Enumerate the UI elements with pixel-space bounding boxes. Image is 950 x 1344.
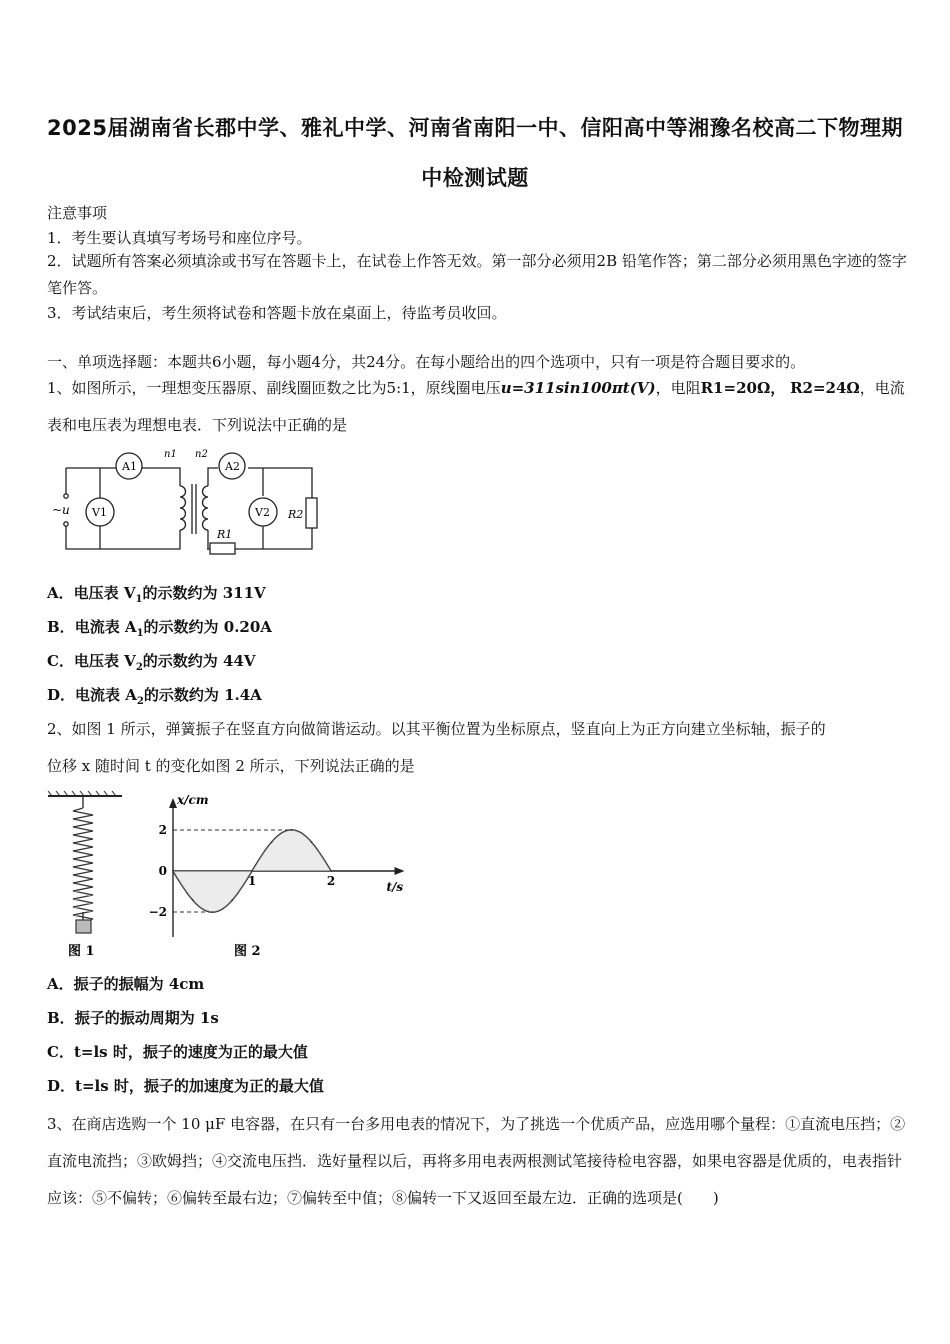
data-point [310, 841, 312, 843]
q1-stem-text-b: ，电阻 [655, 379, 701, 397]
page-title: 2025届湖南省长郡中学、雅礼中学、河南省南阳一中、信阳高中等湘豫名校高二下物理期 [47, 116, 903, 140]
y-axis-arrow [169, 798, 177, 808]
q1-stem-line1 [47, 377, 905, 398]
notice-heading: 注意事项 [47, 204, 108, 222]
option-letter: D． [47, 1077, 76, 1095]
x-tick-label: 2 [326, 874, 336, 888]
q2-option-a[interactable] [47, 973, 204, 994]
v1-label: V1 [92, 506, 107, 519]
option-letter: A． [47, 584, 74, 602]
option-letter: C． [47, 1043, 74, 1061]
option-letter: D． [47, 686, 76, 704]
q1-circuit-figure [50, 446, 330, 558]
x-axis-arrow [395, 867, 405, 875]
n1-label: n1 [164, 449, 177, 460]
fig2-label: 图 2 [234, 944, 261, 959]
notice-item-2: 2．试题所有答案必须填涂或书写在答题卡上，在试卷上作答无效。第一部分必须用2B 铅笔作答；第二部分必须用黑色字迹的签字笔作答。 [47, 252, 907, 297]
spring-figure [46, 790, 126, 962]
q2-option-d[interactable] [47, 1075, 324, 1096]
data-point [330, 870, 332, 872]
q2-stem-line1: 2、如图 1 所示，弹簧振子在竖直方向做简谐运动。以其平衡位置为坐标原点，竖直向上为正方向建立坐标轴，振子的 [47, 720, 826, 738]
x-tick-label: 1 [247, 874, 257, 888]
x-axis-label: t/s [386, 880, 404, 894]
data-point [271, 841, 273, 843]
n2-label: n2 [195, 449, 208, 460]
option-letter: B． [47, 1009, 75, 1027]
data-point [192, 899, 194, 901]
fig1-label: 图 1 [68, 944, 95, 959]
option-text: 电流表 A [75, 686, 137, 704]
option-text: t=ls 时，振子的速度为正的最大值 [73, 1043, 308, 1061]
q2-option-c[interactable] [47, 1041, 308, 1062]
q1-option-d[interactable] [47, 684, 262, 707]
data-point [212, 911, 214, 913]
option-text-post: 的示数约为 311V [142, 584, 266, 602]
q1-r1-value: R1=20Ω， [700, 379, 786, 397]
q1-r2-value: R2=24Ω [790, 379, 860, 397]
option-letter: A． [47, 975, 74, 993]
y-axis-label: x/cm [177, 793, 209, 807]
data-point [251, 870, 253, 872]
q1-stem-line2: 表和电压表为理想电表．下列说法中正确的是 [47, 416, 348, 434]
q2-stem-line2: 位移 x 随时间 t 的变化如图 2 所示，下列说法正确的是 [47, 757, 415, 775]
data-point [291, 829, 293, 831]
option-text: 振子的振动周期为 1s [74, 1009, 219, 1027]
option-sub: 2 [136, 696, 144, 707]
a2-label: A2 [225, 460, 240, 473]
q1-option-b[interactable] [47, 616, 272, 639]
data-point [231, 899, 233, 901]
q1-option-c[interactable] [47, 650, 256, 673]
q2-option-b[interactable] [47, 1007, 219, 1028]
option-text: t=ls 时，振子的加速度为正的最大值 [75, 1077, 324, 1095]
r2-label: R2 [288, 508, 304, 521]
section-heading: 一、单项选择题：本题共6小题，每小题4分，共24分。在每小题给出的四个选项中，只有一项是符合题目要求的。 [47, 353, 806, 371]
a1-label: A1 [122, 460, 137, 473]
option-text: 电压表 V [73, 652, 136, 670]
xt-chart [148, 790, 404, 962]
q1-stem-text: 1、如图所示，一理想变压器原、副线圈匝数之比为5:1，原线圈电压 [47, 379, 501, 397]
page-title-line2: 中检测试题 [421, 166, 529, 190]
v2-label: V2 [255, 506, 270, 519]
q1-voltage-expr: u=311sin100πt(V) [500, 379, 656, 397]
option-letter: B． [47, 618, 75, 636]
q1-option-a[interactable] [47, 582, 266, 605]
option-letter: C． [47, 652, 74, 670]
y-tick-label: 0 [158, 864, 167, 878]
q3-stem: 3、在商店选购一个 10 μF 电容器，在只有一台多用电表的情况下，为了挑选一个优质产品，应选用哪个量程：①直流电压挡；②直流电流挡；③欧姆挡；④交流电压挡．选好量程以后，再将多用电表两根测试笔接待检电容器，如果电容器是优质的，电表指针应该：⑤不偏转；⑥偏转至最右边；⑦偏转至中值；⑧偏转一下又返回至最左边．正确的选项是( ) [47, 1115, 906, 1207]
source-label: ~u [52, 503, 70, 517]
option-text: 电压表 V [73, 584, 136, 602]
option-sub: 1 [135, 594, 143, 605]
option-sub: 1 [136, 628, 144, 639]
option-text-post: 的示数约为 1.4A [143, 686, 262, 704]
notice-item-1: 1．考生要认真填写考场号和座位序号。 [47, 229, 312, 247]
option-text-post: 的示数约为 0.20A [143, 618, 272, 636]
option-text: 电流表 A [74, 618, 137, 636]
y-tick-label: 2 [158, 823, 167, 837]
option-text-post: 的示数约为 44V [142, 652, 256, 670]
notice-item-3: 3．考试结束后，考生须将试卷和答题卡放在桌面上，待监考员收回。 [47, 304, 507, 322]
y-tick-label: −2 [148, 905, 167, 919]
data-point [172, 870, 174, 872]
option-text: 振子的振幅为 4cm [73, 975, 205, 993]
option-sub: 2 [135, 662, 143, 673]
q1-stem-text-c: ，电流 [859, 379, 905, 397]
r1-label: R1 [217, 528, 233, 541]
